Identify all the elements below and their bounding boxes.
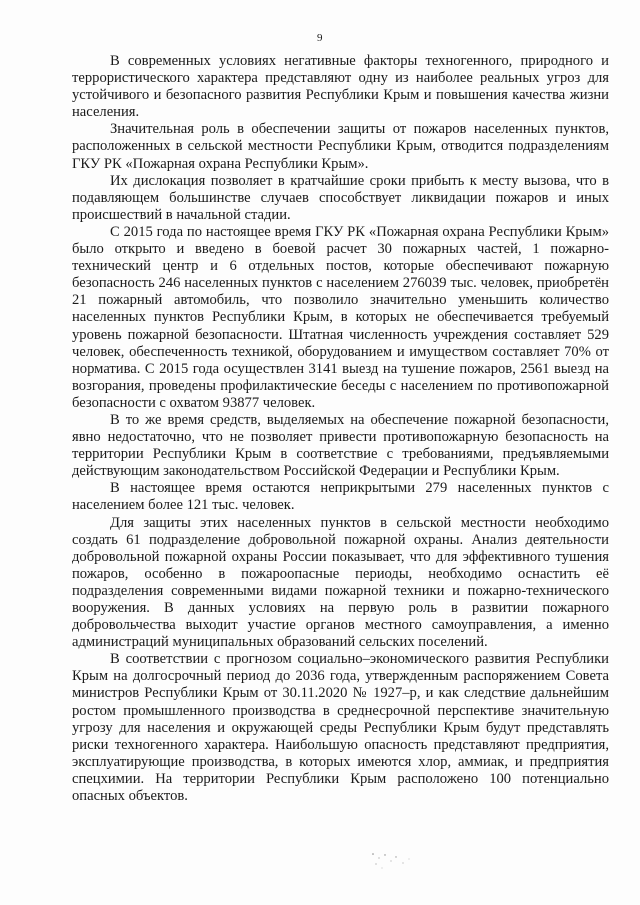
paragraph: Их дислокация позволяет в кратчайшие сроки прибыть к месту вызова, что в подавляющем большинстве случаев способствует ликвидации пожаров и иных происшествий в начальной стадии. — [72, 172, 609, 223]
paragraph: Значительная роль в обеспечении защиты от пожаров населенных пунктов, расположенных в сельской местности Республики Крым, отводится подразделениям ГКУ РК «Пожарная охрана Республики Крым». — [72, 121, 609, 172]
scan-speckle-mark — [365, 846, 425, 876]
paragraph: В соответствии с прогнозом социально–экономического развития Республики Крым на долгосрочный период до 2036 года, утвержденным распоряжением Совета министров Республики Крым от 30.11.2020 № 1927–р, и как следствие дальнейшим ростом промышленного производства в среднесрочной перспективе значительную угрозу для населения и окружающей среды Республики Крым будут представлять риски техногенного характера. Наибольшую опасность представляют предприятия, эксплуатирующие производства, в которых имеются хлор, аммиак, и предприятия спецхимии. На территории Республики Крым расположено 100 потенциально опасных объектов. — [72, 651, 609, 805]
paragraph: В настоящее время остаются неприкрытыми 279 населенных пунктов с населением более 121 тыс. человек. — [72, 480, 609, 514]
paragraph: В то же время средств, выделяемых на обеспечение пожарной безопасности, явно недостаточно, что не позволяет привести противопожарную безопасность на территории Республики Крым в соответствие с требованиями, предъявляемыми действующим законодательством Российской Федерации и Республики Крым. — [72, 411, 609, 480]
document-body — [72, 53, 609, 805]
page-number: 9 — [317, 32, 323, 44]
paragraph: С 2015 года по настоящее время ГКУ РК «Пожарная охрана Республики Крым» было открыто и введено в боевой расчет 30 пожарных частей, 1 пожарно-технический центр и 6 отдельных постов, которые обеспечивают пожарную безопасность 246 населенных пунктов с населением 276039 тыс. человек, приобретён 21 пожарный автомобиль, что позволило значительно уменьшить количество населенных пунктов Республики Крым, в которых не обеспечивается требуемый уровень пожарной безопасности. Штатная численность учреждения составляет 529 человек, обеспеченность техникой, оборудованием и имуществом составляет 70% от норматива. С 2015 года осуществлен 3141 выезд на тушение пожаров, 2561 выезд на возгорания, проведены профилактические беседы с населением по противопожарной безопасности с охватом 93877 человек. — [72, 223, 609, 411]
paragraph: Для защиты этих населенных пунктов в сельской местности необходимо создать 61 подразделение добровольной пожарной охраны. Анализ деятельности добровольной пожарной охраны России показывает, что для эффективного тушения пожаров, особенно в пожароопасные периоды, необходимо оснастить её подразделения современными видами пожарной техники и пожарно-технического вооружения. В данных условиях на первую роль в развитии пожарного добровольчества выходит участие органов местного самоуправления, а именно администраций муниципальных образований сельских поселений. — [72, 514, 609, 651]
paragraph: В современных условиях негативные факторы техногенного, природного и террористического характера представляют одну из наиболее реальных угроз для устойчивого и безопасного развития Республики Крым и повышения качества жизни населения. — [72, 53, 609, 121]
